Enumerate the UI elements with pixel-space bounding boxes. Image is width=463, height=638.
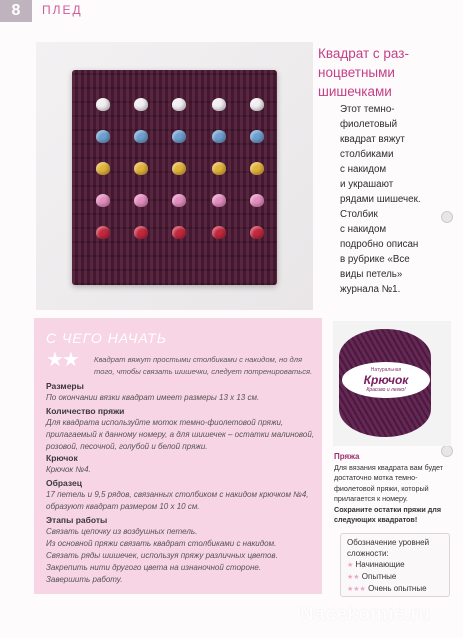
section-line: 17 петель и 9,5 рядов, связанных столбиком с накидом крючком №4, — [46, 490, 309, 499]
bobble-stitch — [172, 194, 186, 207]
legend-level — [347, 571, 443, 583]
description-line: подробно описан — [340, 239, 419, 250]
section-sizes — [46, 380, 316, 404]
crochet-swatch-image — [72, 70, 277, 285]
bobble-stitch — [172, 226, 186, 239]
yarn-caption-heading: Пряжа — [334, 452, 360, 461]
yarn-label — [342, 362, 430, 398]
bobble-stitch — [96, 130, 110, 143]
description-line: журнала №1. — [340, 284, 401, 295]
panel-title: С ЧЕГО НАЧАТЬ — [46, 330, 167, 346]
section-heading: Этапы работы — [46, 515, 108, 525]
section-line: Закрепить нити другого цвета на изнаночной стороне. — [46, 563, 262, 572]
bobble-stitch — [250, 194, 264, 207]
section-yarn-amount — [46, 405, 316, 453]
bobble-stitch — [212, 226, 226, 239]
section-title: ПЛЕД — [42, 3, 83, 17]
yarn-caption-line: прилагается к номеру. — [334, 494, 408, 503]
legend-level — [347, 559, 443, 571]
title-line: Квадрат с раз- — [318, 46, 409, 61]
bobble-stitch — [172, 162, 186, 175]
yarn-label-small: Натуральная — [370, 367, 402, 373]
section-line: По окончании вязки квадрат имеет размеры 13 х 13 см. — [46, 393, 260, 402]
description-line: с накидом — [340, 164, 387, 175]
description-line: в рубрике «Все — [340, 254, 410, 265]
panel-intro — [94, 354, 316, 378]
title-line: шишечками — [318, 84, 392, 99]
legend-level-label: Начинающие — [355, 560, 405, 569]
section-steps — [46, 514, 316, 586]
section-line: Связать ряды шишечек, используя пряжу различных цветов. — [46, 551, 278, 560]
description-line: и украшают — [340, 179, 394, 190]
description-line: рядами шишечек. — [340, 194, 421, 205]
star-icon: ★★★ — [347, 586, 366, 593]
description-line: квадрат вяжут — [340, 134, 405, 145]
legend-level — [347, 583, 443, 595]
yarn-caption-line: фиолетовой пряжи, который — [334, 483, 429, 493]
bobble-stitch — [250, 130, 264, 143]
section-line: Из основной пряжи связать квадрат столбиками с накидом. — [46, 539, 277, 548]
yarn-caption — [334, 452, 456, 526]
section-line: Связать цепочку из воздушных петель. — [46, 527, 198, 536]
page-number: 8 — [0, 0, 32, 22]
section-line: Завершить работу. — [46, 575, 123, 584]
binder-hole-icon — [441, 211, 453, 223]
bobble-stitch — [134, 98, 148, 111]
legend-title: сложности: — [347, 549, 389, 558]
bobble-stitch — [134, 162, 148, 175]
section-line: Крючок №4. — [46, 465, 91, 474]
section-heading: Количество пряжи — [46, 406, 125, 416]
bobble-stitch — [96, 162, 110, 175]
bobble-stitch — [212, 98, 226, 111]
description-line: Столбик — [340, 209, 378, 220]
yarn-caption-note: следующих квадратов! — [334, 515, 418, 524]
bobble-stitch — [250, 98, 264, 111]
article-description — [340, 102, 455, 297]
bobble-stitch — [172, 130, 186, 143]
bobble-stitch — [212, 194, 226, 207]
section-heading: Образец — [46, 478, 82, 488]
section-line: образуют квадрат размером 10 х 10 см. — [46, 502, 200, 511]
bobble-stitch — [134, 226, 148, 239]
section-line: розовой, песочной, голубой и белой пряжи. — [46, 442, 208, 451]
bobble-stitch — [96, 226, 110, 239]
bobble-stitch — [250, 162, 264, 175]
star-icon: ★★ — [347, 574, 360, 581]
yarn-caption-line: достаточно мотка темно- — [334, 473, 418, 482]
title-line: ноцветными — [318, 65, 395, 80]
bobble-stitch — [172, 98, 186, 111]
legend-level-label: Опытные — [361, 572, 397, 581]
legend-title: Обозначение уровней — [347, 538, 430, 547]
bobble-stitch — [134, 194, 148, 207]
section-line: прилагаемый к данному номеру, а для шишечек – остатки малиновой, — [46, 430, 315, 439]
intro-line: Квадрат вяжут простыми столбиками с накидом, но для — [94, 355, 303, 364]
bobble-stitch — [212, 130, 226, 143]
description-line: столбиками — [340, 149, 394, 160]
bobble-stitch — [96, 98, 110, 111]
bobble-stitch — [134, 130, 148, 143]
bobble-stitch — [212, 162, 226, 175]
yarn-brand: Крючок — [363, 373, 409, 387]
bobble-stitch — [250, 226, 264, 239]
intro-line: того, чтобы связать шишечки, следует потренироваться. — [94, 367, 313, 376]
section-hook — [46, 452, 316, 476]
difficulty-legend — [340, 533, 450, 597]
difficulty-stars-icon: ★★ — [46, 349, 78, 371]
yarn-caption-line: Для вязания квадрата вам будет — [334, 462, 444, 472]
yarn-tagline: Красиво и легко! — [366, 387, 406, 393]
section-heading: Крючок — [46, 453, 78, 463]
watermark: Nacekomie.ru — [300, 604, 431, 625]
description-line: фиолетовый — [340, 119, 398, 130]
description-line: виды петель» — [340, 269, 403, 280]
article-title — [318, 44, 458, 101]
section-gauge — [46, 477, 316, 513]
section-heading: Размеры — [46, 381, 84, 391]
yarn-caption-note: Сохраните остатки пряжи для — [334, 504, 442, 514]
star-icon: ★ — [347, 562, 354, 569]
section-line: Для квадрата используйте моток темно-фиолетовой пряжи, — [46, 418, 284, 427]
description-line: с накидом — [340, 224, 387, 235]
legend-level-label: Очень опытные — [368, 584, 427, 593]
description-line: Этот темно- — [340, 104, 395, 115]
bobble-stitch — [96, 194, 110, 207]
